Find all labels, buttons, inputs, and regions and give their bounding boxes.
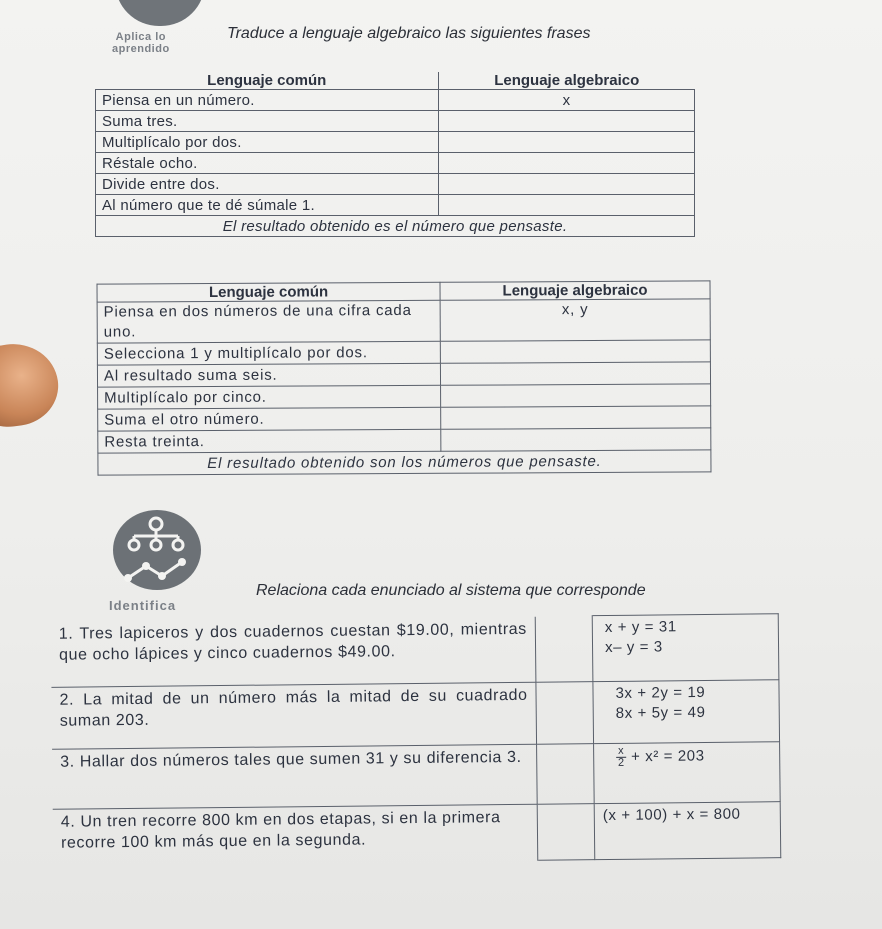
table-row	[96, 195, 695, 216]
table2-cell-algebraic[interactable]	[441, 428, 711, 451]
table-row	[51, 680, 779, 750]
fraction-denominator: 2	[617, 756, 625, 769]
table2-header-algebraic: Lenguaje algebraico	[440, 281, 710, 300]
match-box[interactable]	[535, 616, 593, 683]
section-label-line1: Aplica lo	[115, 31, 166, 43]
table2-cell-common: Multiplícalo por cinco.	[98, 385, 441, 409]
table1-header-algebraic: Lenguaje algebraico	[439, 72, 695, 90]
table1-header-common: Lenguaje común	[96, 72, 439, 90]
table2-cell-algebraic[interactable]	[440, 362, 710, 385]
system-2-eq1: 3x + 2y = 19	[615, 683, 706, 702]
system-4[interactable]	[594, 802, 781, 860]
table2-footer: El resultado obtenido son los números que pensaste.	[98, 450, 711, 475]
table2-cell-algebraic[interactable]: x, y	[440, 299, 710, 341]
statement-4: 4. Un tren recorre 800 km en dos etapas, si en la primera recorre 100 km más que en la segunda.	[53, 804, 538, 865]
table1-cell-common: Réstale ocho.	[96, 153, 439, 174]
statement-3: 3. Hallar dos números tales que sumen 31 y su diferencia 3.	[52, 744, 537, 809]
table1-cell-common: Suma tres.	[96, 111, 439, 132]
network-nodes-icon	[112, 510, 202, 594]
statement-1: 1. Tres lapiceros y dos cuadernos cuestan $19.00, mientras que ocho lápices y cinco cuadernos $49.00.	[51, 616, 536, 687]
table-match-systems	[51, 613, 782, 866]
table1-cell-common: Multiplícalo por dos.	[96, 132, 439, 153]
section-label-line2: aprendido	[112, 43, 170, 55]
table-row	[96, 216, 695, 237]
table2-cell-algebraic[interactable]	[440, 340, 710, 363]
table1-footer: El resultado obtenido es el número que pensaste.	[96, 216, 695, 237]
table-row	[98, 428, 711, 453]
fraction	[616, 746, 626, 769]
match-box[interactable]	[537, 744, 595, 805]
table2-cell-common: Selecciona 1 y multiplícalo por dos.	[97, 341, 440, 365]
table2-cell-algebraic[interactable]	[441, 406, 711, 429]
table-row	[51, 614, 779, 688]
system-1-eq2: x– y = 3	[604, 638, 663, 657]
table2-cell-common: Al resultado suma seis.	[97, 363, 440, 387]
table2-header-common: Lenguaje común	[97, 282, 440, 302]
table-translate-2	[97, 280, 712, 475]
table2-cell-common: Resta treinta.	[98, 429, 441, 453]
section-label-aplica	[112, 31, 170, 55]
table-row	[98, 450, 711, 475]
table2-cell-common: Piensa en dos números de una cifra cada uno.	[97, 300, 440, 343]
table1-cell-algebraic[interactable]	[439, 111, 695, 132]
statement-2: 2. La mitad de un número más la mitad de su cuadrado suman 203.	[51, 682, 536, 749]
system-2-eq2: 8x + 5y = 49	[615, 703, 706, 722]
table-row	[97, 299, 710, 343]
table1-cell-common: Piensa en un número.	[96, 90, 439, 111]
table1-cell-algebraic[interactable]	[439, 195, 695, 216]
table2-cell-algebraic[interactable]	[441, 384, 711, 407]
table1-cell-algebraic[interactable]	[439, 132, 695, 153]
table1-cell-algebraic[interactable]: x	[439, 90, 695, 111]
table-row	[96, 111, 695, 132]
table-row	[96, 90, 695, 111]
table-row	[96, 132, 695, 153]
table-row	[52, 742, 780, 810]
table1-cell-common: Divide entre dos.	[96, 174, 439, 195]
table1-cell-algebraic[interactable]	[439, 153, 695, 174]
fraction-numerator: x	[616, 746, 626, 758]
table-translate-1	[95, 72, 695, 237]
system-4-eq1: (x + 100) + x = 800	[602, 805, 741, 825]
table-row	[98, 384, 711, 409]
system-2[interactable]	[593, 680, 780, 744]
system-1-eq1: x + y = 31	[604, 618, 677, 637]
table-row	[98, 406, 711, 431]
system-3[interactable]	[594, 742, 781, 804]
match-box[interactable]	[536, 682, 594, 745]
section-label-identifica: Identifica	[109, 598, 177, 613]
table-row	[97, 362, 710, 387]
system-1[interactable]	[592, 614, 779, 682]
table1-cell-common: Al número que te dé súmale 1.	[96, 195, 439, 216]
table2-cell-common: Suma el otro número.	[98, 407, 441, 431]
table-row	[96, 153, 695, 174]
table-row	[96, 174, 695, 195]
table1-cell-algebraic[interactable]	[439, 174, 695, 195]
table-row	[97, 340, 710, 365]
system-3-rest: + x² = 203	[630, 747, 705, 766]
match-box[interactable]	[537, 804, 595, 861]
table-row	[53, 802, 781, 866]
instruction-relate: Relaciona cada enunciado al sistema que corresponde	[256, 582, 646, 599]
instruction-translate: Traduce a lenguaje algebraico las siguientes frases	[227, 25, 591, 42]
